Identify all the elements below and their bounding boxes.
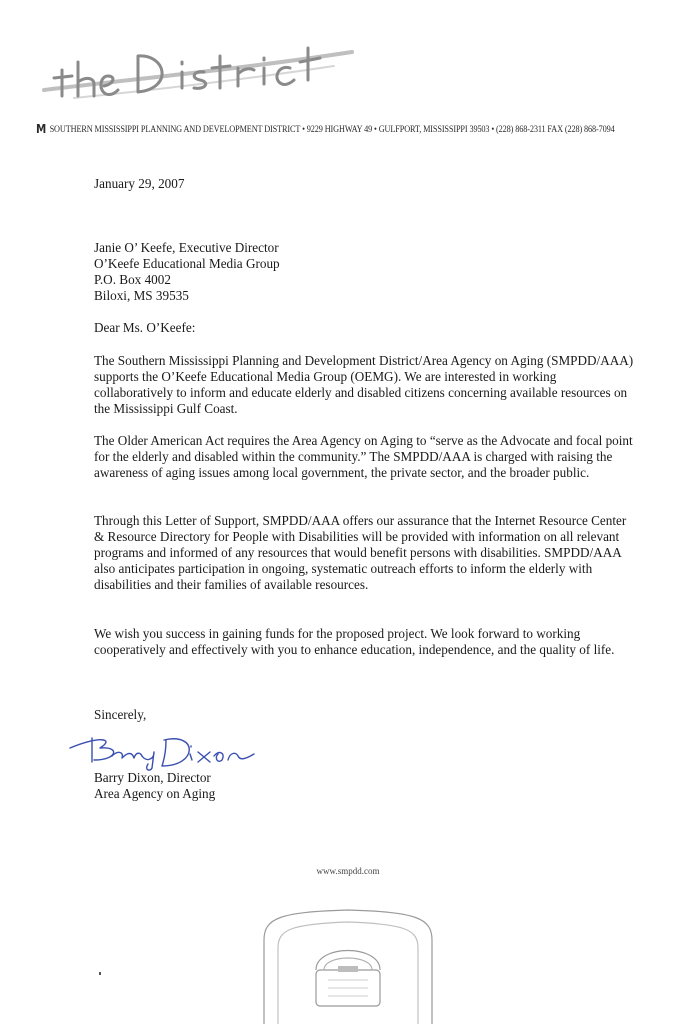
- signer-block: [94, 770, 215, 802]
- district-mark-icon: M: [36, 122, 47, 136]
- recipient-address: [94, 240, 280, 304]
- recipient-line-3: P.O. Box 4002: [94, 272, 171, 287]
- letterhead: [36, 122, 615, 136]
- letterhead-text: SOUTHERN MISSISSIPPI PLANNING AND DEVELOPMENT DISTRICT • 9229 HIGHWAY 49 • GULFPORT, MISSISSIPPI 39503 • (228) 868-2311 FAX (228) 868-7094: [49, 123, 615, 135]
- salutation: Dear Ms. O’Keefe:: [94, 320, 196, 335]
- footer-website: www.smpdd.com: [316, 866, 380, 876]
- body-paragraph-1: The Southern Mississippi Planning and Development District/Area Agency on Aging (SMPDD/AAA) supports the O’Keefe Educational Media Group (OEMG). We are interested in working collaboratively to inform and educate elderly and disabled citizens concerning available resources on the Mississippi Gulf Coast.: [94, 353, 634, 416]
- bottom-emblem-icon: [250, 900, 446, 1024]
- recipient-line-4: Biloxi, MS 39535: [94, 288, 189, 303]
- recipient-line-1: Janie O’ Keefe, Executive Director: [94, 240, 279, 255]
- scan-speck: [99, 972, 101, 975]
- letter-date: January 29, 2007: [94, 176, 185, 191]
- recipient-line-2: O’Keefe Educational Media Group: [94, 256, 280, 271]
- district-logo: [34, 18, 364, 108]
- signer-name: Barry Dixon, Director: [94, 770, 211, 785]
- signer-title: Area Agency on Aging: [94, 786, 216, 801]
- body-paragraph-4: We wish you success in gaining funds for the proposed project. We look forward to working cooperatively and effectively with you to enhance education, independence, and the quality of life.: [94, 626, 615, 657]
- handwritten-signature: [68, 726, 258, 774]
- body-paragraph-2: The Older American Act requires the Area Agency on Aging to “serve as the Advocate and focal point for the elderly and disabled within the community.” The SMPDD/AAA is charged with raising the awareness of aging issues among local government, the private sector, and the broader public.: [94, 433, 633, 480]
- closing: Sincerely,: [94, 707, 147, 722]
- body-paragraph-3: Through this Letter of Support, SMPDD/AAA offers our assurance that the Internet Resource Center & Resource Directory for People with Disabilities will be provided with information on all relevant programs and informed of any resources that would benefit persons with disabilities. SMPDD/AAA also anticipates participation in ongoing, systematic outreach efforts to inform the elderly with disabilities and their families of available resources.: [94, 513, 627, 592]
